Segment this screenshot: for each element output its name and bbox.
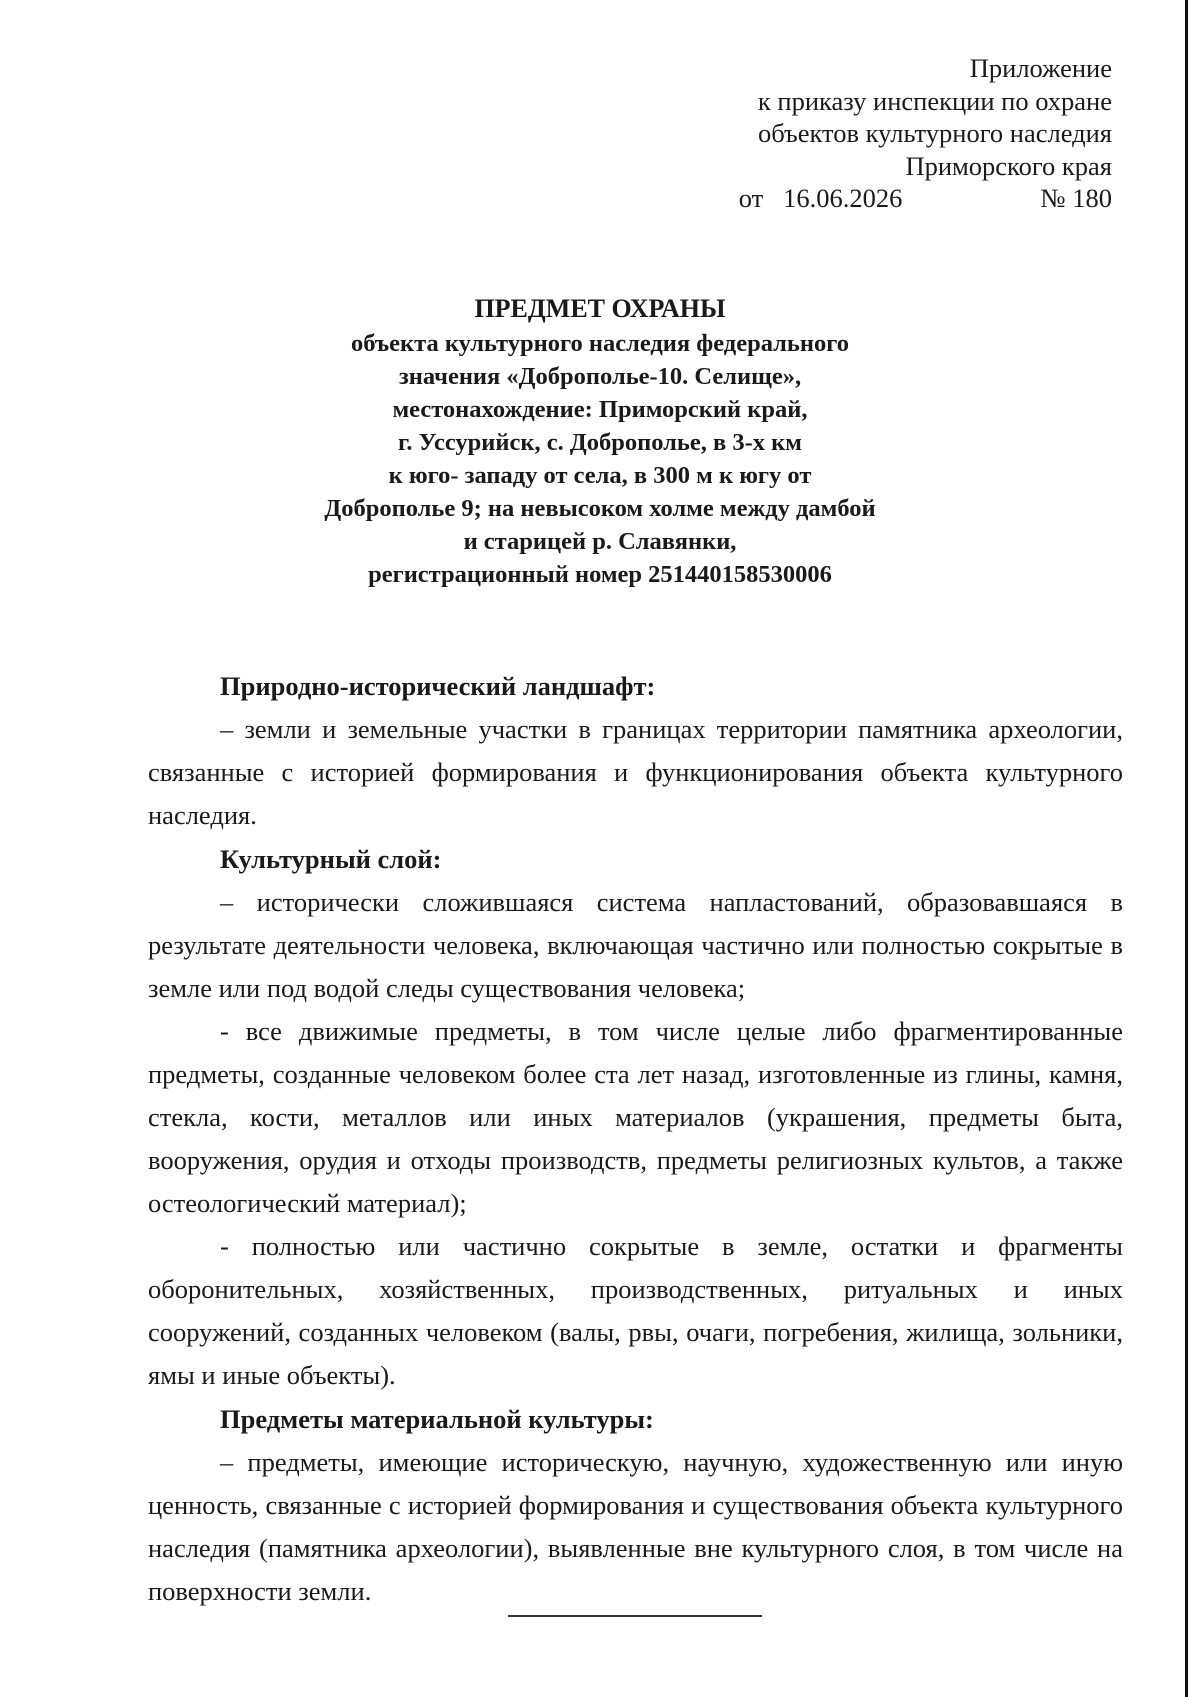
appendix-line-3: объектов культурного наследия [757,118,1112,148]
appendix-line-2: к приказу инспекции по охране [757,85,1112,116]
date-prefix: от [738,183,764,213]
title-line: местонахождение: Приморский край, [392,396,808,423]
title-line: Доброполье 9; на невысоком холме между дамбой [324,495,876,522]
appendix-line-1: Приложение [969,53,1112,83]
order-number: № 180 [1040,183,1112,213]
document-title [0,292,1200,591]
appendix-dateline [592,182,1112,215]
title-line: и старицей р. Славянки, [463,528,737,555]
order-date: 16.06.2026 [783,183,903,213]
appendix-header [592,52,1112,215]
section-heading: Природно-исторический ландшафт: [220,671,656,701]
section-paragraph: – предметы, имеющие историческую, научную, художественную или иную ценность, связанные с историей формирования и существования объекта культурного наследия (памятника археологии), выявленные вне культурного слоя, в том числе на поверхности земли. [148,1447,1123,1606]
section-paragraph: - все движимые предметы, в том числе целые либо фрагментированные предметы, созданные человеком более ста лет назад, изготовленные из глины, камня, стекла, кости, металлов или иных материалов (украшения, предметы быта, вооружения, орудия и отходы производств, предметы религиозных культов, а также остеологический материал); [148,1016,1123,1218]
title-line: регистрационный номер 251440158530006 [368,561,832,588]
section-paragraph: – исторически сложившаяся система напластований, образовавшаяся в результате деятельности человека, включающая частично или полностью сокрытые в земле или под водой следы существования человека; [148,887,1123,1003]
document-body [148,664,1123,1613]
section-paragraph: - полностью или частично сокрытые в земле, остатки и фрагменты оборонительных, хозяйственных, производственных, ритуальных и иных сооружений, созданных человеком (валы, рвы, очаги, погребения, жилища, зольники, ямы и иные объекты). [148,1231,1123,1390]
section-heading: Культурный слой: [220,844,442,874]
section-heading: Предметы материальной культуры: [220,1404,654,1434]
section-paragraph: – земли и земельные участки в границах территории памятника археологии, связанные с историей формирования и функционирования объекта культурного наследия. [148,714,1123,830]
title-line: г. Уссурийск, с. Доброполье, в 3-х км [398,429,802,456]
title-line: к юго- западу от села, в 300 м к югу от [388,462,812,489]
title-line: объекта культурного наследия федерального [350,330,849,357]
end-separator-line [508,1615,762,1617]
title-main: ПРЕДМЕТ ОХРАНЫ [474,294,726,323]
appendix-line-4: Приморского края [905,150,1112,181]
title-line: значения «Доброполье-10. Селище», [398,363,802,390]
page-edge-line [1185,0,1188,1697]
